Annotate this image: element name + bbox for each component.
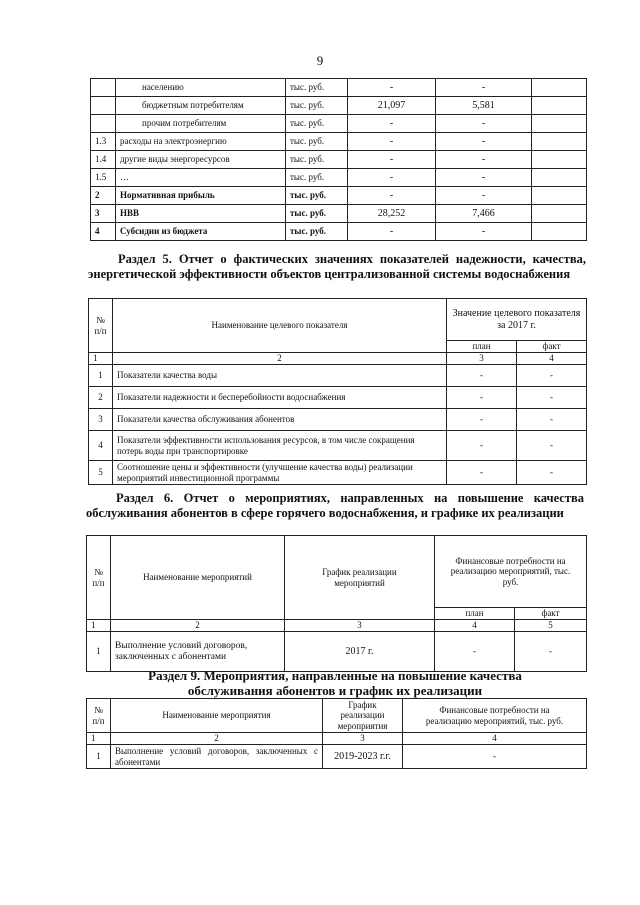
- table-row: [91, 151, 587, 169]
- row-number: 2: [91, 187, 116, 205]
- row-fact: -: [436, 115, 532, 133]
- section-9-table: [86, 698, 587, 769]
- col-schedule-header: График реализации мероприятия: [323, 699, 403, 733]
- row-fact: 5,581: [436, 97, 532, 115]
- row-plan: -: [348, 169, 436, 187]
- row-plan: -: [447, 387, 517, 409]
- row-unit: тыс. руб.: [286, 223, 348, 241]
- table-row: [89, 409, 587, 431]
- col-finance-header: Финансовые потребности на реализацию мероприятий, тыс. руб.: [403, 699, 587, 733]
- row-name: прочим потребителям: [116, 115, 286, 133]
- table-row: [89, 387, 587, 409]
- row-name: Показатели надежности и бесперебойности водоснабжения: [113, 387, 447, 409]
- row-plan: -: [348, 187, 436, 205]
- col-value-header: Значение целевого показателя за 2017 г.: [447, 299, 587, 341]
- table-row: [89, 365, 587, 387]
- row-plan: 28,252: [348, 205, 436, 223]
- row-empty: [532, 151, 587, 169]
- row-plan: 21,097: [348, 97, 436, 115]
- row-empty: [532, 115, 587, 133]
- row-name: Субсидии из бюджета: [116, 223, 286, 241]
- row-fact: -: [436, 133, 532, 151]
- row-name: Выполнение условий договоров, заключенных с абонентами: [111, 632, 285, 672]
- row-number: 1.4: [91, 151, 116, 169]
- row-number: 2: [89, 387, 113, 409]
- table-row: [91, 169, 587, 187]
- index-cell: 3: [447, 353, 517, 365]
- col-plan-header: план: [435, 608, 515, 620]
- row-unit: тыс. руб.: [286, 205, 348, 223]
- row-number: [91, 97, 116, 115]
- section-9-title-line-1: Раздел 9. Мероприятия, направленные на повышение качества: [148, 668, 522, 683]
- row-number: [91, 79, 116, 97]
- row-fact: -: [517, 365, 587, 387]
- row-name: НВВ: [116, 205, 286, 223]
- row-fact: 7,466: [436, 205, 532, 223]
- col-name-header: Наименование целевого показателя: [113, 299, 447, 353]
- col-num-header: № п/п: [87, 536, 111, 620]
- row-finance: -: [403, 745, 587, 769]
- row-empty: [532, 205, 587, 223]
- row-unit: тыс. руб.: [286, 151, 348, 169]
- index-cell: 1: [87, 733, 111, 745]
- table-row: [91, 97, 587, 115]
- table-row: [89, 431, 587, 461]
- row-name: Нормативная прибыль: [116, 187, 286, 205]
- row-unit: тыс. руб.: [286, 133, 348, 151]
- row-fact: -: [436, 79, 532, 97]
- col-fact-header: факт: [515, 608, 587, 620]
- row-empty: [532, 97, 587, 115]
- col-num-header: № п/п: [87, 699, 111, 733]
- row-number: 1.3: [91, 133, 116, 151]
- row-number: 3: [91, 205, 116, 223]
- row-empty: [532, 133, 587, 151]
- row-name: …: [116, 169, 286, 187]
- table-row: [87, 745, 587, 769]
- index-row: [87, 733, 587, 745]
- row-name: Соотношение цены и эффективности (улучшение качества воды) реализации мероприятий инвестиционной программы: [113, 461, 447, 485]
- row-plan: -: [435, 632, 515, 672]
- row-schedule: 2017 г.: [285, 632, 435, 672]
- table-row: [89, 461, 587, 485]
- row-fact: -: [436, 223, 532, 241]
- index-cell: 2: [111, 620, 285, 632]
- index-cell: 3: [323, 733, 403, 745]
- row-name: бюджетным потребителям: [116, 97, 286, 115]
- table-row: [91, 223, 587, 241]
- row-plan: -: [348, 151, 436, 169]
- row-schedule: 2019-2023 г.г.: [323, 745, 403, 769]
- row-name: населению: [116, 79, 286, 97]
- row-name: Показатели эффективности использования ресурсов, в том числе сокращения потерь воды при транспортировке: [113, 431, 447, 461]
- row-number: 1: [89, 365, 113, 387]
- col-name-header: Наименование мероприятий: [111, 536, 285, 620]
- row-unit: тыс. руб.: [286, 187, 348, 205]
- table-row: [91, 115, 587, 133]
- row-number: 5: [89, 461, 113, 485]
- row-fact: -: [515, 632, 587, 672]
- row-plan: -: [447, 461, 517, 485]
- row-empty: [532, 79, 587, 97]
- row-name: расходы на электроэнергию: [116, 133, 286, 151]
- row-fact: -: [436, 151, 532, 169]
- row-name: Показатели качества обслуживания абонентов: [113, 409, 447, 431]
- col-num-header: № п/п: [89, 299, 113, 353]
- col-schedule-header: График реализации мероприятий: [285, 536, 435, 620]
- index-row: [89, 353, 587, 365]
- section-5-table: [88, 298, 587, 485]
- row-unit: тыс. руб.: [286, 97, 348, 115]
- row-plan: -: [348, 133, 436, 151]
- section-5-title: Раздел 5. Отчет о фактических значениях показателей надежности, качества, энергетической эффективности объектов централизованной системы водоснабжения: [88, 252, 586, 281]
- index-cell: 1: [87, 620, 111, 632]
- row-number: 1.5: [91, 169, 116, 187]
- index-row: [87, 620, 587, 632]
- index-cell: 4: [517, 353, 587, 365]
- row-plan: -: [447, 409, 517, 431]
- row-empty: [532, 187, 587, 205]
- table-row: [91, 79, 587, 97]
- row-plan: -: [447, 431, 517, 461]
- index-cell: 2: [113, 353, 447, 365]
- row-fact: -: [436, 187, 532, 205]
- section-6-title: Раздел 6. Отчет о мероприятиях, направленных на повышение качества обслуживания абонентов в сфере горячего водоснабжения, и графике их реализации: [86, 491, 584, 520]
- row-plan: -: [348, 115, 436, 133]
- table-row: [87, 632, 587, 672]
- col-finance-header: Финансовые потребности на реализацию мероприятий, тыс. руб.: [435, 536, 587, 608]
- row-name: Показатели качества воды: [113, 365, 447, 387]
- index-cell: 5: [515, 620, 587, 632]
- index-cell: 4: [435, 620, 515, 632]
- index-cell: 1: [89, 353, 113, 365]
- row-name: Выполнение условий договоров, заключенных с абонентами: [111, 745, 323, 769]
- table-row: [91, 205, 587, 223]
- row-plan: -: [447, 365, 517, 387]
- row-plan: -: [348, 79, 436, 97]
- row-number: [91, 115, 116, 133]
- row-fact: -: [517, 431, 587, 461]
- index-cell: 4: [403, 733, 587, 745]
- row-name: другие виды энергоресурсов: [116, 151, 286, 169]
- row-number: 4: [91, 223, 116, 241]
- row-number: 1: [87, 632, 111, 672]
- row-unit: тыс. руб.: [286, 169, 348, 187]
- section-6-table: [86, 535, 587, 672]
- section-9-title-line-2: обслуживания абонентов и график их реализации: [187, 683, 483, 698]
- col-name-header: Наименование мероприятия: [111, 699, 323, 733]
- row-fact: -: [517, 387, 587, 409]
- row-plan: -: [348, 223, 436, 241]
- row-number: 1: [87, 745, 111, 769]
- row-fact: -: [517, 409, 587, 431]
- table-row: [91, 187, 587, 205]
- table-row: [91, 133, 587, 151]
- page-number: 9: [316, 53, 324, 68]
- row-fact: -: [517, 461, 587, 485]
- row-empty: [532, 223, 587, 241]
- index-cell: 2: [111, 733, 323, 745]
- index-cell: 3: [285, 620, 435, 632]
- financial-table: [90, 78, 587, 241]
- col-plan-header: план: [447, 341, 517, 353]
- row-number: 3: [89, 409, 113, 431]
- row-unit: тыс. руб.: [286, 79, 348, 97]
- row-number: 4: [89, 431, 113, 461]
- row-fact: -: [436, 169, 532, 187]
- col-fact-header: факт: [517, 341, 587, 353]
- row-empty: [532, 169, 587, 187]
- row-unit: тыс. руб.: [286, 115, 348, 133]
